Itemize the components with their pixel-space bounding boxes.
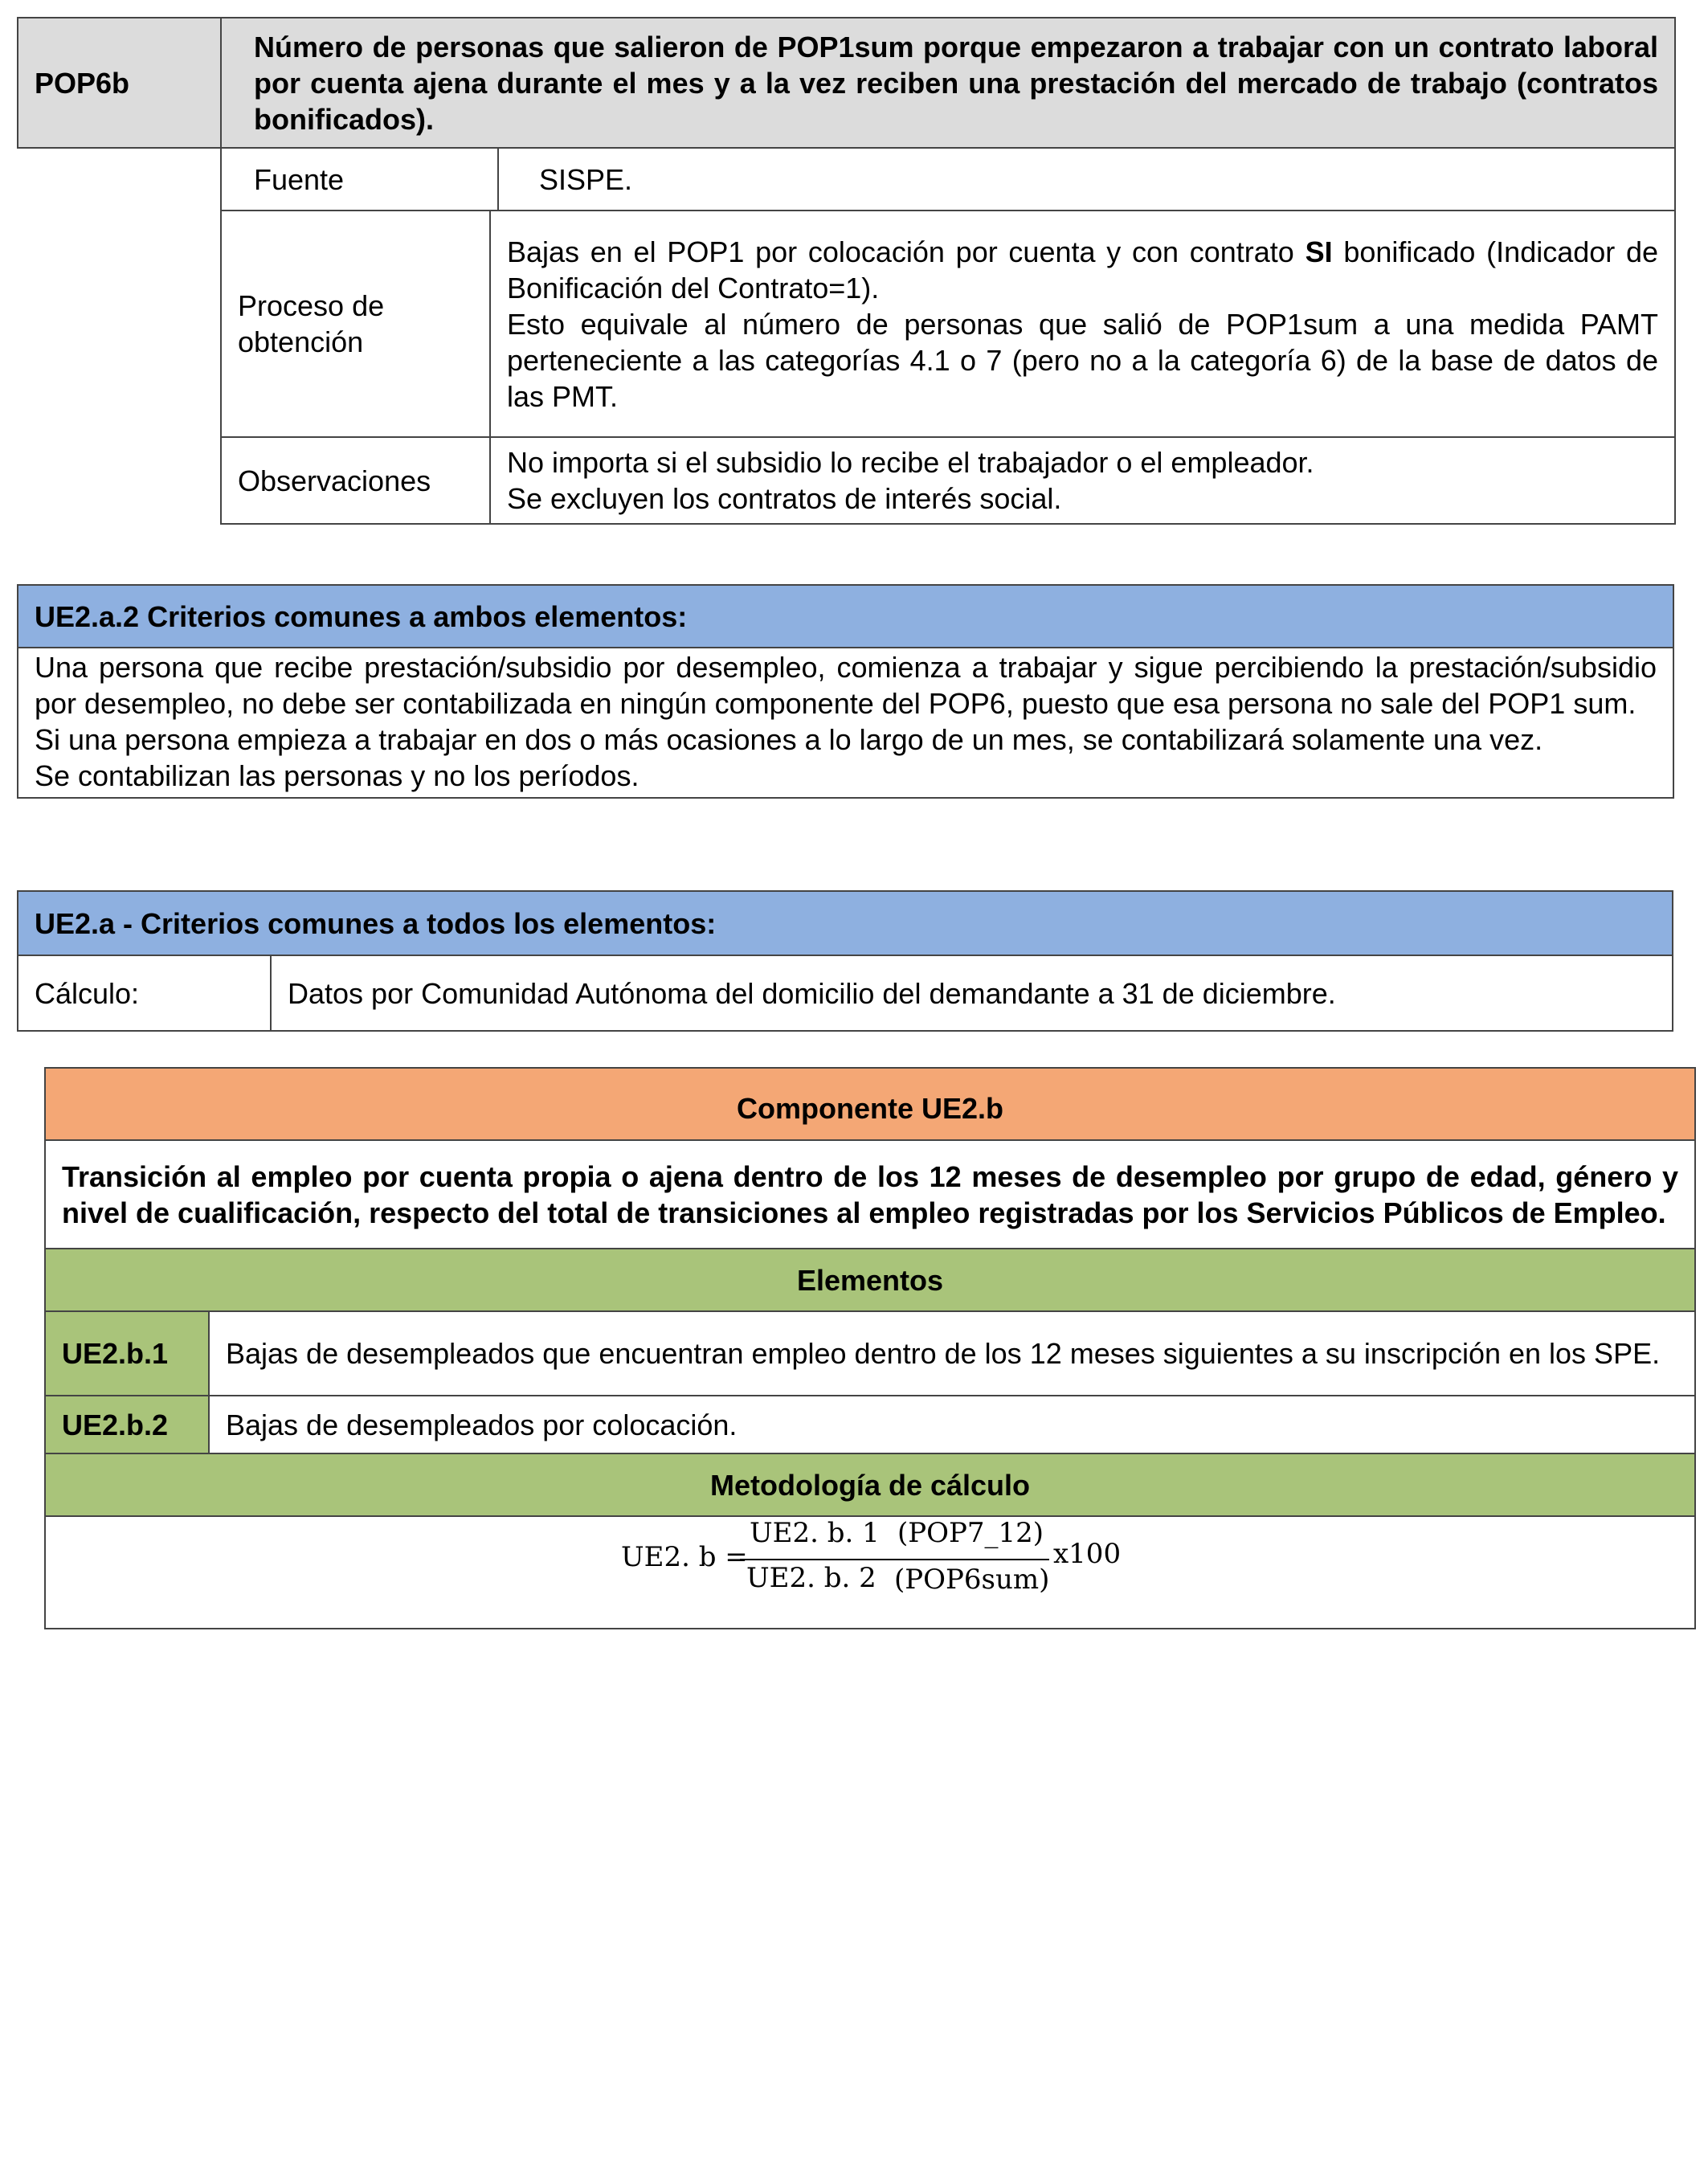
calculo-label: Cálculo: bbox=[18, 955, 271, 1031]
ue2b-description: Transición al empleo por cuenta propia o ajena dentro de los 12 meses de desempleo por grupo de edad, género y nivel de cualificación, respecto del total de transiciones al empleo registradas por los Servicios Públicos de Empleo. bbox=[45, 1140, 1695, 1249]
ue2b-header: Componente UE2.b bbox=[45, 1068, 1695, 1140]
observaciones-paragraph-1: No importa si el subsidio lo recibe el trabajador o el empleador. bbox=[507, 446, 1314, 479]
calculo-value: Datos por Comunidad Autónoma del domicilio del demandante a 31 de diciembre. bbox=[271, 955, 1673, 1031]
ue2a-header: UE2.a - Criterios comunes a todos los elementos: bbox=[18, 891, 1673, 955]
observaciones-label: Observaciones bbox=[221, 437, 490, 524]
fraction-bar bbox=[740, 1559, 1049, 1560]
proceso-value bbox=[490, 211, 1675, 437]
proceso-si-bold: SI bbox=[1305, 235, 1333, 268]
observaciones-value bbox=[490, 437, 1675, 524]
element-code-1: UE2.b.1 bbox=[45, 1311, 209, 1396]
formula-suffix: x100 bbox=[1053, 1538, 1122, 1570]
formula-den-a: UE2. b. 2 bbox=[746, 1562, 876, 1594]
elementos-header: Elementos bbox=[45, 1249, 1695, 1311]
metodologia-header: Metodología de cálculo bbox=[45, 1453, 1695, 1516]
element-text-1: Bajas de desempleados que encuentran empleo dentro de los 12 meses siguientes a su inscripción en los SPE. bbox=[209, 1311, 1695, 1396]
fuente-value: SISPE. bbox=[498, 148, 1675, 211]
observaciones-paragraph-2: Se excluyen los contratos de interés social. bbox=[507, 482, 1062, 515]
formula-den-b: (POP6sum) bbox=[894, 1564, 1050, 1596]
formula bbox=[621, 1517, 1183, 1602]
ue2a2-paragraph-1: Una persona que recibe prestación/subsidio por desempleo, comienza a trabajar y sigue percibiendo la prestación/subsidio por desempleo, no debe ser contabilizada en ningún componente del POP6, puesto que esa persona no sale del POP1 sum. bbox=[35, 651, 1657, 720]
ue2a2-header: UE2.a.2 Criterios comunes a ambos elementos: bbox=[18, 585, 1673, 648]
formula-num-a: UE2. b. 1 bbox=[750, 1517, 880, 1549]
proceso-paragraph-2: Esto equivale al número de personas que salió de POP1sum a una medida PAMT perteneciente a las categorías 4.1 o 7 (pero no a la categoría 6) de la base de datos de las PMT. bbox=[507, 307, 1659, 413]
ue2a2-table bbox=[17, 584, 1674, 799]
fuente-label: Fuente bbox=[221, 148, 498, 211]
ue2b-table bbox=[44, 1067, 1696, 1629]
element-text-2: Bajas de desempleados por colocación. bbox=[209, 1396, 1695, 1453]
ue2a2-paragraph-3: Se contabilizan las personas y no los períodos. bbox=[35, 759, 639, 792]
formula-cell bbox=[45, 1516, 1695, 1629]
ue2a2-paragraph-2: Si una persona empieza a trabajar en dos o más ocasiones a lo largo de un mes, se contabilizará solamente una vez. bbox=[35, 723, 1543, 756]
element-code-2: UE2.b.2 bbox=[45, 1396, 209, 1453]
formula-lhs: UE2. b = bbox=[621, 1541, 748, 1573]
ue2a2-body bbox=[18, 648, 1673, 798]
pop6b-table bbox=[17, 17, 1676, 525]
proceso-paragraph-1: Bajas en el POP1 por colocación por cuenta y con contrato SI bonificado (Indicador de Bonificación del Contrato=1). bbox=[507, 235, 1659, 305]
formula-num-b: (POP7_12) bbox=[897, 1517, 1044, 1549]
proceso-label: Proceso de obtención bbox=[221, 211, 490, 437]
pop6b-code: POP6b bbox=[18, 18, 221, 148]
pop6b-title: Número de personas que salieron de POP1sum porque empezaron a trabajar con un contrato laboral por cuenta ajena durante el mes y a la vez reciben una prestación del mercado de trabajo (contratos bonificados). bbox=[221, 18, 1675, 148]
ue2a-table bbox=[17, 890, 1673, 1032]
